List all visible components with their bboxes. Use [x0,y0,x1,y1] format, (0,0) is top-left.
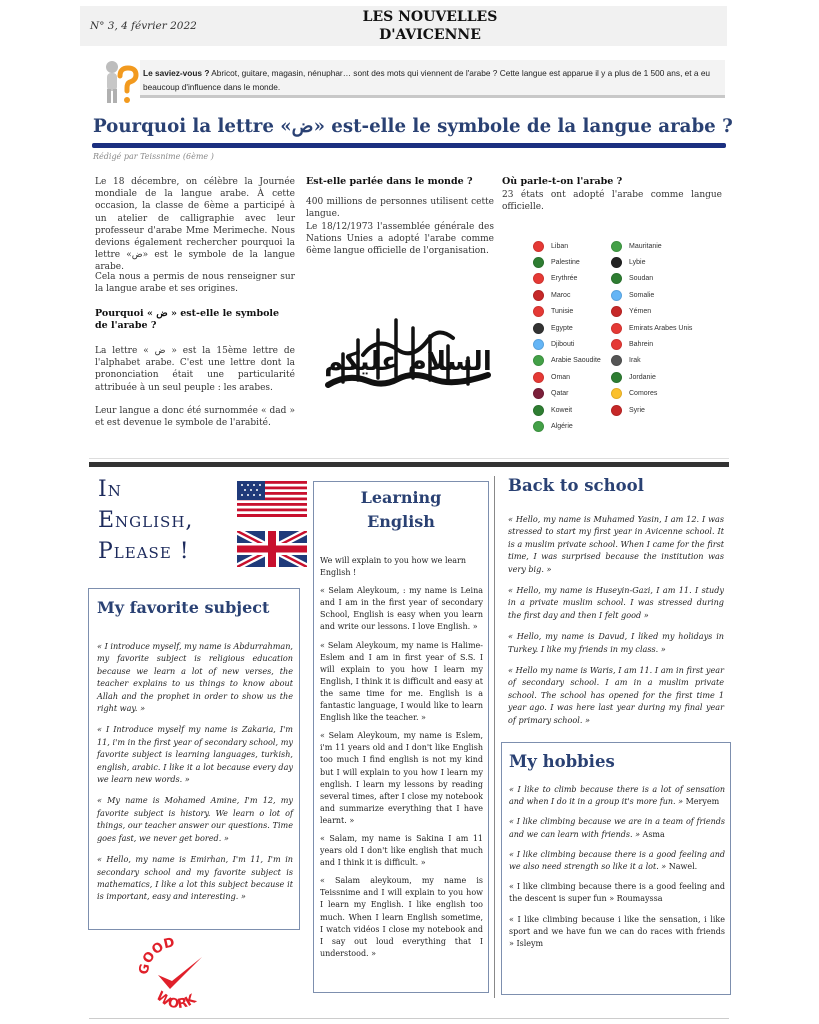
country-item [611,402,692,418]
country-name: Egypte [551,324,573,332]
country-item [533,402,601,418]
country-item [533,353,601,369]
country-item [611,271,692,287]
quote-author: Roumayssa [614,894,663,904]
country-name: Irak [629,357,641,365]
country-item [533,369,601,385]
country-flag-icon [611,372,622,383]
col3-heading: Où parle-t-on l'arabe ? [502,176,623,187]
hobby-quote [509,849,725,873]
country-item [533,271,601,287]
country-name: Tunisie [551,308,574,316]
country-item [611,287,692,303]
country-item [533,304,601,320]
did-you-know-label: Le saviez-vous ? [143,68,210,78]
heading-line-1: Learning [360,488,442,507]
country-flag-icon [533,273,544,284]
quote: « Selam Aleykoum, my name is Eslem, i'm 11 years old and I don't like English too much I find english is not my kind but I will explain to you how I learn my english. I learn my lessons by reading several times, after I close my notebook and summarize everything that I have learnt. » [320,731,483,825]
quote: « Hello, my name is Davud, I liked my holidays in Turkey. I like my friends in my class. » [508,631,724,654]
country-flag-icon [533,421,544,432]
learning-english-intro: We will explain to you how we learn English ! [320,556,466,578]
country-item [611,238,692,254]
country-name: Bahrein [629,341,654,349]
country-name: Erythrée [551,275,578,283]
country-name: Jordanie [629,373,656,381]
country-flag-icon [611,273,622,284]
usa-flag-icon [237,481,307,517]
col2-p1: 400 millions de personnes utilisent cette langue. [306,197,494,220]
country-name: Emirats Arabes Unis [629,324,693,332]
did-you-know-body: Abricot, guitare, magasin, nénuphar… sont des mots qui viennent de l'arabe ? Cette langue est apparue il y a plus de 1 500 ans, et a eu beaucoup d'influence dans le monde. [143,68,711,92]
country-flag-icon [533,306,544,317]
quote-text: « I like climbing because there is a good feeling and the descent is super fun » [509,882,725,904]
country-item [611,386,692,402]
country-name: Djibouti [551,341,575,349]
stamp-work-text: WORK [152,988,199,1013]
country-name: Palestine [551,259,580,267]
col1-p2: Leur langue a donc été surnommée « dad » et est devenue le symbole de l'arabité. [95,406,295,429]
country-flag-icon [611,241,622,252]
country-item [611,320,692,336]
country-flag-icon [533,388,544,399]
countries-left-column [533,238,601,435]
quote: « Selam Aleykoum, : my name is Leina and I am in the first year of secondary School, English is easy when you learn and write our lessons. I love English. » [320,586,483,632]
title-line-1: LES NOUVELLES [362,9,498,25]
country-name: Oman [551,373,571,381]
country-name: Algérie [551,422,573,430]
quote: « Salam aleykoum, my name is Teissnime and I will explain to you how I learn my English. I like english too much. When I learn English sometime, I watch vidéos I close my notebook and I say out loud everything that I understood. » [320,876,483,958]
learning-english-quotes [320,555,483,966]
country-name: Yémen [629,308,652,316]
country-name: Comores [629,390,658,398]
country-flag-icon [533,372,544,383]
back-to-school-quotes [508,513,724,735]
country-item [533,287,601,303]
country-item [533,320,601,336]
countries-right-column [611,238,692,418]
hobbies-quotes [509,784,725,958]
country-item [533,418,601,434]
country-item [533,336,601,352]
country-flag-icon [533,323,544,334]
country-item [611,336,692,352]
country-name: Soudan [629,275,654,283]
country-flag-icon [533,339,544,350]
country-name: Mauritanie [629,242,662,250]
col1-intro: Le 18 décembre, on célèbre la Journée mondiale de la langue arabe. À cette occasion, la classe de 6ème a participé à un atelier de calligraphie avec leur professeur d'arabe Mme Merimeche. Nous devions également rechercher pourquoi la lettre «ض» est le symbole de la langue arabe. [95,177,295,273]
quote: « Hello, my name is Huseyin-Gazi, I am 11. I study in a private muslim school. I was stressed during the first day and then I felt good » [508,585,724,620]
quote-author: Asma [640,829,665,839]
title-line-2: D'AVICENNE [379,27,481,43]
country-flag-icon [533,241,544,252]
question-mark-figure-icon [98,58,142,108]
country-item [533,254,601,270]
country-flag-icon [611,323,622,334]
country-flag-icon [611,405,622,416]
country-item [611,353,692,369]
stamp-good-text: GOOD [136,935,177,976]
byline: Rédigé par Teissnime (6ème ) [93,152,214,161]
country-name: Syrie [629,406,645,414]
country-name: Qatar [551,390,569,398]
divider-thin [89,458,729,459]
hobby-quote [509,784,725,808]
country-name: Maroc [551,291,571,299]
hobby-quote [509,881,725,905]
quote: « I introduce myself, my name is Abdurrahman, my favorite subject is religious education because we learn a lot of new verses, the teacher explains to us things to know about Allah and the prophet in order to show us the right way. » [97,641,293,714]
calligraphy-text: السلام عليكم [324,347,492,377]
headline-rule [92,143,726,148]
col2-heading: Est-elle parlée dans le monde ? [306,176,473,187]
heading-line-2: English [367,512,435,531]
country-flag-icon [611,306,622,317]
in-english-title [98,474,193,567]
country-flag-icon [611,355,622,366]
favorite-subject-heading: My favorite subject [97,598,270,617]
country-flag-icon [611,388,622,399]
country-name: Arabie Saoudite [551,357,601,365]
country-item [533,386,601,402]
col1-p1: La lettre « ض » est la 15ème lettre de l'alphabet arabe. C'est une lettre dont la prononciation était une particularité attribuée à un seul peuple : les arabes. [95,346,295,393]
quote: « Hello my name is Waris, I am 11. I am in first year of secondary school. I am in a muslim private school. The school has opened for the first time 1 year ago. I was here last year during my final year of primary school. » [508,665,724,725]
country-flag-icon [533,405,544,416]
in-english-line-2: English, [98,508,194,533]
favorite-subject-quotes [97,640,293,912]
arabic-calligraphy-image [318,300,498,400]
svg-text:GOOD [137,935,177,975]
country-flag-icon [533,290,544,301]
col3-p1: 23 états ont adopté l'arabe comme langue officielle. [502,190,722,213]
uk-flag-icon [237,531,307,567]
column-separator [494,476,495,998]
quote: « Salam, my name is Sakina I am 11 years old I don't like english that much and I think it is difficult. » [320,833,483,868]
footer-rule [89,1018,729,1019]
country-name: Somalie [629,291,655,299]
col1-intro2: Cela nous a permis de nous renseigner sur la langue arabe et ses origines. [95,272,295,295]
hobby-quote [509,914,725,951]
country-name: Lybie [629,259,646,267]
country-item [611,369,692,385]
col2-p2: Le 18/12/1973 l'assemblée générale des Nations Unies a adopté l'arabe comme 6ème langue officielle de l'organisation. [306,222,494,257]
country-item [611,304,692,320]
quote-author: Meryem [683,797,720,807]
hobby-quote [509,816,725,840]
country-flag-icon [611,290,622,301]
quote: « Hello, my name is Muhamed Yasin, I am 12. I was stressed to start my first year in Avicenne school. It is a muslim private school. When I came for the first time, I was surprised because the institution was very big. » [508,514,724,574]
quote-author: Nawel. [666,862,698,872]
country-flag-icon [533,355,544,366]
issue-date: N° 3, 4 février 2022 [90,20,197,32]
country-name: Koweit [551,406,573,414]
quote-text: « I like climbing because there is a good feeling and we also need strength so like it a lot. » [509,849,725,872]
country-name: Liban [551,242,569,250]
quote-text: « I like climbing because we are in a team of friends and we can learn with friends. » [509,817,725,839]
quote-text: « I like to climb because there is a lot of sensation and when I do it in a group it's more fun. » [509,785,725,807]
article-headline: Pourquoi la lettre «ض» est-elle le symbole de la langue arabe ? [93,116,733,137]
quote-author: Isleym [513,939,544,949]
quote: « Hello, my name is Emirhan, I'm 11, I'm in secondary school and my favorite subject is mathematics, I like a lot this subject because it is important, easy and interesting. » [97,854,293,902]
col1-heading: Pourquoi « ض » est-elle le symbole de l'arabe ? [95,308,280,331]
country-flag-icon [533,257,544,268]
in-english-line-3: Please ! [98,539,190,564]
hobbies-heading: My hobbies [509,752,615,771]
country-flag-icon [611,339,622,350]
quote-text: « I like climbing because i like the sensation, i like sport and we have fun we can do races with friends » [509,914,725,949]
did-you-know-text [143,66,723,94]
country-item [611,254,692,270]
country-item [533,238,601,254]
section-divider [89,462,729,467]
in-english-line-1: In [98,477,122,502]
quote: « Selam Aleykoum, my name is Halime-Eslem and I am in first year of S.S. I will explain to you how I learn my English, I think it is difficult and easy at the same time for me. English is a fantastic language, I would like to learn English like the teacher. » [320,640,483,723]
country-flag-icon [611,257,622,268]
back-to-school-heading: Back to school [508,476,644,495]
learning-english-heading [313,486,489,534]
quote: « My name is Mohamed Amine, I'm 12, my favorite subject is history. We learn o lot of things, our teacher answer our questions. Time goes fast, we never get bored. » [97,795,293,843]
good-work-stamp-icon [136,935,216,1015]
newsletter-title [300,8,560,44]
svg-text:WORK [153,989,200,1012]
quote: « I Introduce myself my name is Zakaria, I'm 11, i'm in the first year of secondary school, my favorite subject is learning languages, turkish, english, arabic. I like it a lot because every day we learn new words. » [97,724,293,785]
